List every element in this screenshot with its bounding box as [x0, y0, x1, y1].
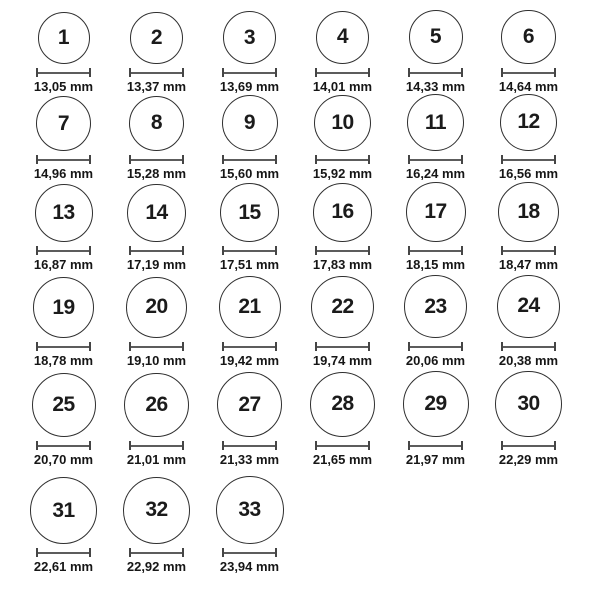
diameter-measure	[129, 441, 184, 450]
ring-size-number: 13	[52, 201, 75, 224]
diameter-label: 21,01 mm	[126, 452, 187, 467]
diameter-measure	[408, 68, 463, 77]
measure-line-icon	[131, 346, 182, 348]
measure-line-icon	[38, 159, 89, 161]
ring-size-row	[17, 181, 600, 272]
measure-line-icon	[317, 445, 368, 447]
measure-line-icon	[503, 159, 554, 161]
diameter-label: 18,78 mm	[33, 353, 94, 368]
ring-size-number: 20	[145, 295, 168, 319]
diameter-measure	[222, 342, 277, 351]
ring-size-cell	[482, 10, 575, 95]
measure-line-icon	[317, 72, 368, 74]
diameter-measure	[315, 342, 370, 351]
diameter-measure	[501, 441, 556, 450]
diameter-label: 19,74 mm	[312, 353, 373, 368]
ring-size-cell	[389, 10, 482, 94]
diameter-measure	[501, 246, 556, 255]
diameter-measure	[501, 155, 556, 164]
ring-circle	[222, 95, 278, 151]
ring-size-cell	[296, 95, 389, 182]
ring-size-cell	[389, 275, 482, 368]
ring-circle	[495, 371, 562, 438]
ring-circle	[35, 184, 93, 242]
diameter-label: 22,29 mm	[498, 452, 559, 467]
ring-circle	[409, 10, 463, 64]
diameter-label: 13,37 mm	[126, 79, 187, 94]
ring-size-number: 27	[238, 392, 261, 416]
ring-circle	[124, 373, 189, 438]
measure-line-icon	[131, 250, 182, 252]
diameter-label: 15,28 mm	[126, 166, 187, 181]
measure-line-icon	[317, 346, 368, 348]
diameter-measure	[129, 342, 184, 351]
diameter-measure	[36, 246, 91, 255]
ring-size-number: 8	[150, 111, 163, 135]
ring-circle	[313, 183, 373, 243]
diameter-label: 22,92 mm	[126, 559, 187, 574]
diameter-label: 16,87 mm	[33, 257, 94, 272]
ring-size-cell	[296, 372, 389, 468]
ring-size-number: 2	[150, 25, 163, 49]
diameter-label: 17,19 mm	[126, 257, 187, 272]
diameter-measure	[222, 548, 277, 557]
ring-size-cell	[389, 371, 482, 467]
ring-circle	[403, 371, 469, 437]
ring-size-cell	[203, 95, 296, 181]
diameter-label: 14,01 mm	[312, 79, 373, 94]
ring-circle	[216, 476, 284, 544]
measure-line-icon	[38, 445, 89, 447]
ring-circle	[36, 96, 91, 151]
ring-size-row	[17, 368, 600, 467]
ring-size-number: 28	[331, 392, 354, 416]
ring-size-number: 15	[238, 200, 261, 224]
measure-line-icon	[224, 159, 275, 161]
diameter-label: 18,15 mm	[405, 257, 466, 272]
ring-circle	[223, 11, 276, 64]
diameter-label: 14,33 mm	[405, 79, 466, 94]
measure-line-icon	[503, 72, 554, 74]
measure-line-icon	[410, 159, 461, 161]
ring-circle	[32, 373, 96, 437]
ring-circle	[219, 276, 281, 338]
ring-size-number: 25	[52, 393, 75, 416]
measure-line-icon	[410, 72, 461, 74]
measure-line-icon	[224, 346, 275, 348]
ring-circle	[33, 277, 94, 338]
diameter-measure	[36, 548, 91, 557]
ring-size-cell	[389, 94, 482, 181]
ring-size-cell	[482, 371, 575, 468]
ring-circle	[404, 275, 467, 338]
measure-line-icon	[38, 346, 89, 348]
measure-line-icon	[131, 445, 182, 447]
ring-size-number: 9	[243, 111, 256, 134]
ring-size-number: 11	[424, 110, 447, 134]
ring-size-cell	[296, 183, 389, 273]
ring-size-cell	[296, 11, 389, 95]
ring-size-cell	[17, 373, 110, 467]
ring-size-cell	[110, 12, 203, 95]
diameter-label: 14,64 mm	[498, 79, 559, 94]
ring-size-number: 32	[145, 498, 168, 522]
diameter-measure	[501, 342, 556, 351]
measure-line-icon	[38, 552, 89, 554]
ring-size-row	[17, 467, 600, 574]
ring-size-number: 18	[517, 199, 540, 223]
diameter-label: 23,94 mm	[219, 559, 280, 574]
ring-size-number: 5	[429, 25, 442, 48]
diameter-label: 16,24 mm	[405, 166, 466, 181]
ring-size-number: 23	[424, 294, 447, 318]
ring-size-cell	[203, 183, 296, 272]
ring-circle	[311, 276, 374, 339]
ring-circle	[500, 94, 558, 152]
diameter-label: 19,42 mm	[219, 353, 280, 368]
ring-circle	[220, 183, 279, 242]
diameter-measure	[408, 441, 463, 450]
measure-line-icon	[317, 250, 368, 252]
measure-line-icon	[131, 552, 182, 554]
ring-size-row	[17, 272, 600, 368]
ring-size-row	[17, 94, 600, 181]
diameter-measure	[408, 246, 463, 255]
diameter-label: 19,10 mm	[126, 353, 187, 368]
ring-size-number: 22	[331, 294, 354, 318]
diameter-label: 20,06 mm	[405, 353, 466, 368]
ring-circle	[217, 372, 282, 437]
diameter-label: 16,56 mm	[498, 166, 559, 181]
ring-size-cell	[17, 277, 110, 368]
diameter-measure	[315, 155, 370, 164]
diameter-measure	[222, 246, 277, 255]
diameter-measure	[315, 68, 370, 77]
ring-size-cell	[110, 184, 203, 273]
ring-size-number: 10	[331, 110, 354, 134]
diameter-label: 21,97 mm	[405, 452, 466, 467]
ring-size-cell	[17, 96, 110, 181]
diameter-measure	[222, 155, 277, 164]
diameter-label: 21,65 mm	[312, 452, 373, 467]
diameter-measure	[222, 68, 277, 77]
ring-size-number: 7	[57, 111, 70, 135]
ring-size-cell	[110, 96, 203, 182]
ring-size-number: 17	[424, 200, 447, 223]
ring-size-cell	[203, 476, 296, 574]
ring-size-number: 26	[145, 392, 168, 416]
ring-circle	[316, 11, 370, 65]
diameter-label: 22,61 mm	[33, 559, 94, 574]
diameter-label: 15,92 mm	[312, 166, 373, 181]
diameter-measure	[129, 548, 184, 557]
ring-size-number: 19	[52, 295, 75, 319]
diameter-measure	[36, 155, 91, 164]
diameter-measure	[36, 342, 91, 351]
measure-line-icon	[410, 250, 461, 252]
measure-line-icon	[224, 250, 275, 252]
measure-line-icon	[131, 72, 182, 74]
diameter-measure	[408, 155, 463, 164]
diameter-measure	[36, 441, 91, 450]
ring-size-number: 21	[238, 295, 261, 318]
diameter-measure	[501, 68, 556, 77]
measure-line-icon	[131, 159, 182, 161]
ring-size-number: 12	[517, 110, 540, 134]
ring-size-number: 30	[517, 391, 540, 415]
ring-circle	[38, 12, 90, 64]
ring-size-cell	[203, 276, 296, 368]
ring-size-cell	[482, 182, 575, 273]
measure-line-icon	[224, 445, 275, 447]
ring-size-number: 33	[238, 498, 261, 521]
ring-size-cell	[110, 477, 203, 575]
diameter-measure	[129, 155, 184, 164]
diameter-measure	[408, 342, 463, 351]
diameter-label: 15,60 mm	[219, 166, 280, 181]
diameter-measure	[315, 441, 370, 450]
ring-size-number: 3	[243, 25, 256, 49]
diameter-measure	[36, 68, 91, 77]
ring-size-number: 16	[331, 200, 354, 224]
ring-size-number: 29	[424, 392, 447, 415]
ring-circle	[127, 184, 186, 243]
ring-size-cell	[389, 182, 482, 272]
ring-size-cell	[203, 372, 296, 467]
ring-size-cell	[110, 373, 203, 468]
measure-line-icon	[503, 250, 554, 252]
ring-size-number: 1	[57, 26, 70, 49]
ring-size-cell	[17, 184, 110, 272]
ring-size-cell	[17, 12, 110, 94]
diameter-label: 14,96 mm	[33, 166, 94, 181]
diameter-label: 17,51 mm	[219, 257, 280, 272]
measure-line-icon	[503, 445, 554, 447]
ring-size-cell	[17, 477, 110, 574]
ring-size-cell	[482, 275, 575, 369]
ring-size-cell	[110, 277, 203, 369]
ring-circle	[130, 12, 183, 65]
ring-size-row	[17, 8, 600, 94]
ring-circle	[314, 95, 371, 152]
measure-line-icon	[317, 159, 368, 161]
ring-size-cell	[482, 94, 575, 182]
ring-circle	[501, 10, 556, 65]
ring-circle	[30, 477, 97, 544]
measure-line-icon	[224, 72, 275, 74]
diameter-label: 20,38 mm	[498, 353, 559, 368]
diameter-measure	[315, 246, 370, 255]
diameter-measure	[129, 246, 184, 255]
measure-line-icon	[224, 552, 275, 554]
ring-circle	[406, 182, 466, 242]
diameter-label: 18,47 mm	[498, 257, 559, 272]
ring-circle	[498, 182, 559, 243]
ring-circle	[123, 477, 191, 545]
ring-circle	[310, 372, 376, 438]
measure-line-icon	[410, 445, 461, 447]
diameter-label: 21,33 mm	[219, 452, 280, 467]
diameter-label: 13,05 mm	[33, 79, 94, 94]
ring-size-number: 31	[52, 498, 75, 522]
ring-circle	[126, 277, 188, 339]
ring-circle	[497, 275, 561, 339]
ring-size-number: 24	[517, 294, 540, 318]
ring-circle	[129, 96, 185, 152]
diameter-measure	[129, 68, 184, 77]
diameter-label: 13,69 mm	[219, 79, 280, 94]
measure-line-icon	[503, 346, 554, 348]
measure-line-icon	[38, 250, 89, 252]
ring-size-number: 4	[336, 25, 349, 49]
diameter-measure	[222, 441, 277, 450]
measure-line-icon	[410, 346, 461, 348]
ring-size-cell	[296, 276, 389, 369]
ring-size-number: 14	[145, 200, 168, 224]
diameter-label: 20,70 mm	[33, 452, 94, 467]
diameter-label: 17,83 mm	[312, 257, 373, 272]
measure-line-icon	[38, 72, 89, 74]
ring-circle	[407, 94, 464, 151]
ring-size-cell	[203, 11, 296, 94]
ring-size-number: 6	[522, 24, 535, 48]
